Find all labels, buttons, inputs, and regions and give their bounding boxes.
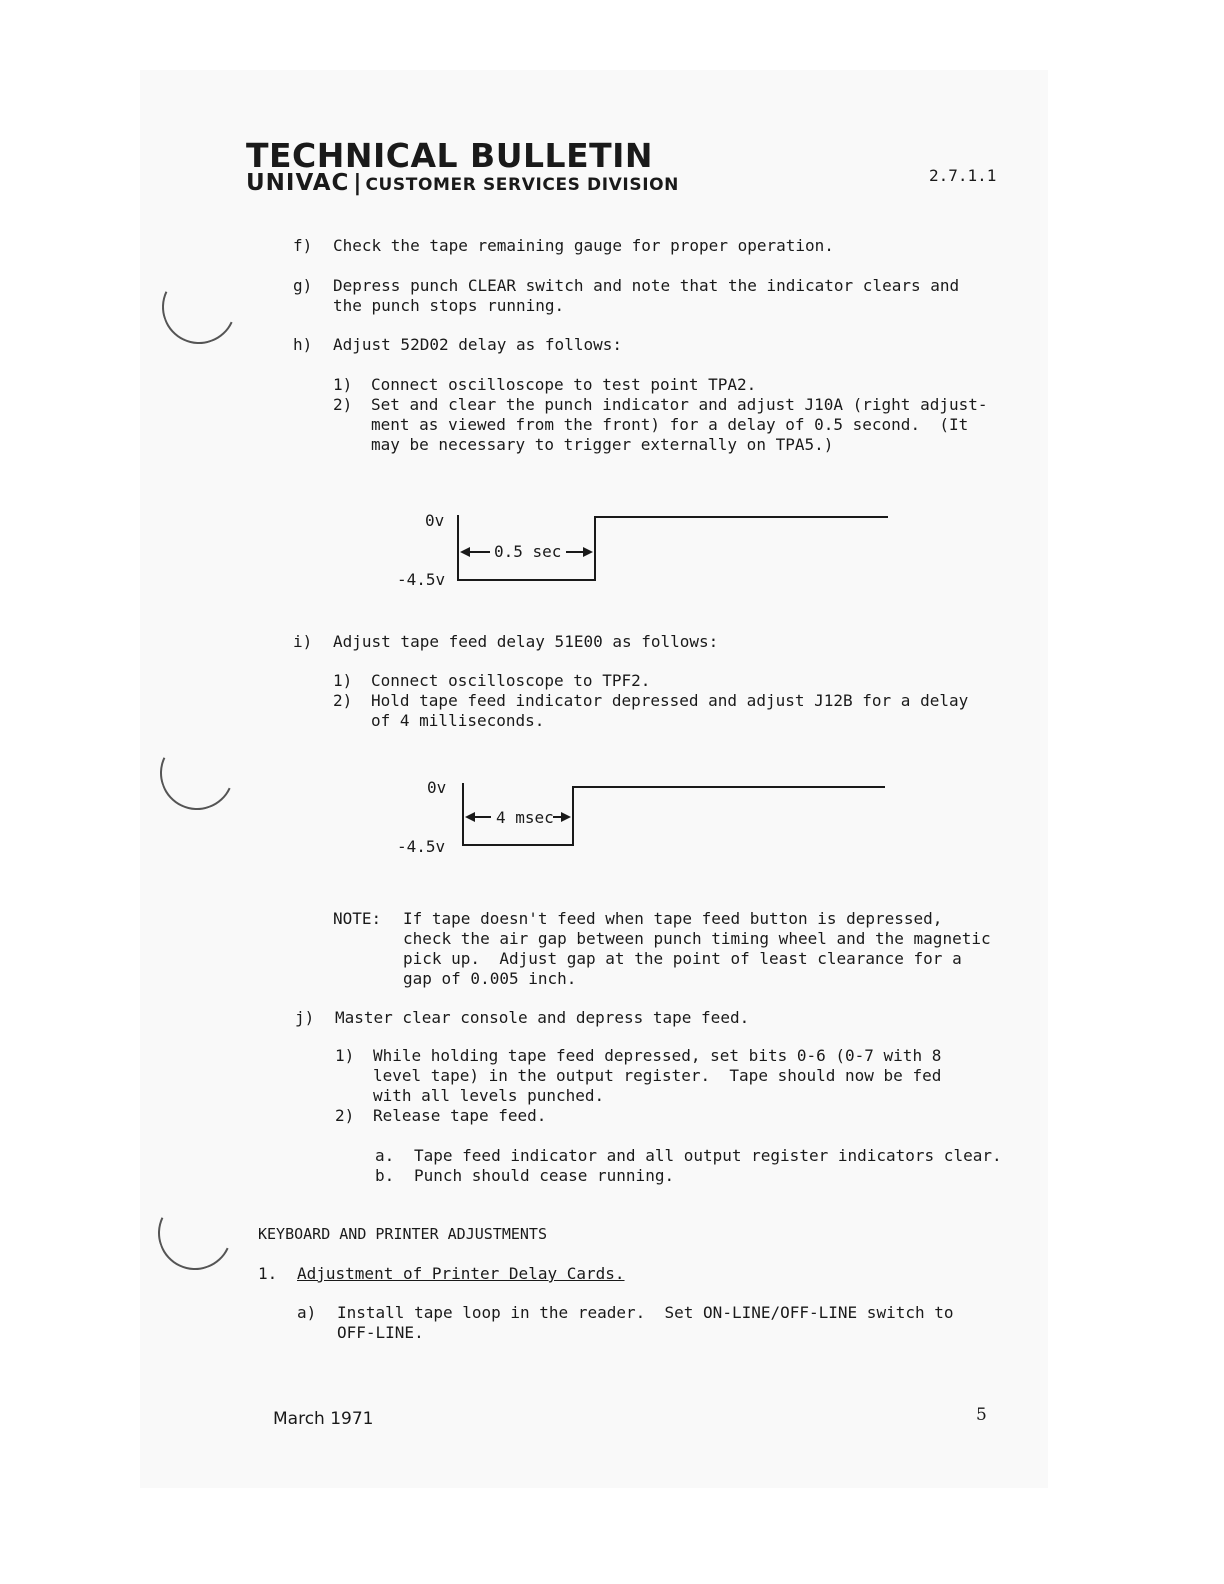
waveform-2-interval-label: 4 msec <box>496 808 554 827</box>
step-j-text: Master clear console and depress tape feed. <box>335 1008 750 1027</box>
bulletin-subheader <box>246 170 679 196</box>
step-h-sub2-text-1: Set and clear the punch indicator and adjust J10A (right adjust- <box>371 395 988 414</box>
section-heading: KEYBOARD AND PRINTER ADJUSTMENTS <box>258 1225 547 1243</box>
step-h-text: Adjust 52D02 delay as follows: <box>333 335 622 354</box>
section-item-1a-text-2: OFF-LINE. <box>337 1323 424 1342</box>
step-g-label: g) <box>293 276 313 295</box>
page-number: 5 <box>976 1405 987 1425</box>
step-h-label: h) <box>293 335 313 354</box>
step-h-sub2-text-2: ment as viewed from the front) for a delay of 0.5 second. (It <box>371 415 969 434</box>
waveform-1-interval-label: 0.5 sec <box>494 542 562 561</box>
note-text-3: pick up. Adjust gap at the point of least clearance for a <box>403 949 962 968</box>
waveform-2-low-label: -4.5v <box>397 837 446 856</box>
document-number: 2.7.1.1 <box>929 166 997 185</box>
section-item-1-number: 1. <box>258 1264 278 1283</box>
step-j-label: j) <box>295 1008 315 1027</box>
step-i-sub2-text-2: of 4 milliseconds. <box>371 711 545 730</box>
step-j-sub1-text-3: with all levels punched. <box>373 1086 605 1105</box>
header-separator: | <box>353 171 362 196</box>
waveform-1-arrow-right <box>583 547 593 557</box>
step-i-sub2-text-1: Hold tape feed indicator depressed and adjust J12B for a delay <box>371 691 969 710</box>
waveform-1-low-label: -4.5v <box>397 570 446 589</box>
waveform-2-arrow-right <box>561 812 571 822</box>
section-item-1a-label: a) <box>297 1303 317 1322</box>
section-item-1a-text-1: Install tape loop in the reader. Set ON-LINE/OFF-LINE switch to <box>337 1303 954 1322</box>
section-item-1-title: Adjustment of Printer Delay Cards. <box>297 1264 625 1283</box>
note-label: NOTE: <box>333 909 382 928</box>
step-i-label: i) <box>293 632 313 651</box>
step-i-sub1-text: Connect oscilloscope to TPF2. <box>371 671 651 690</box>
waveform-1-arrow-left <box>460 547 470 557</box>
division-name: CUSTOMER SERVICES DIVISION <box>365 175 680 195</box>
waveform-1-high-label: 0v <box>425 511 445 530</box>
step-i-sub2-label: 2) <box>333 691 353 710</box>
step-j-sub1-text-2: level tape) in the output register. Tape should now be fed <box>373 1066 942 1085</box>
footer-date: March 1971 <box>273 1409 374 1429</box>
note-text-4: gap of 0.005 inch. <box>403 969 577 988</box>
step-h-sub2-text-3: may be necessary to trigger externally on TPA5.) <box>371 435 834 454</box>
step-g-text-1: Depress punch CLEAR switch and note that the indicator clears and <box>333 276 960 295</box>
step-j-a-label: a. <box>375 1146 395 1165</box>
step-j-sub2-text: Release tape feed. <box>373 1106 547 1125</box>
note-text-1: If tape doesn't feed when tape feed button is depressed, <box>403 909 943 928</box>
step-f-text: Check the tape remaining gauge for proper operation. <box>333 236 834 255</box>
step-j-a-text: Tape feed indicator and all output register indicators clear. <box>414 1146 1002 1165</box>
step-i-text: Adjust tape feed delay 51E00 as follows: <box>333 632 719 651</box>
step-j-b-text: Punch should cease running. <box>414 1166 675 1185</box>
step-h-sub2-label: 2) <box>333 395 353 414</box>
bulletin-title: TECHNICAL BULLETIN <box>246 136 654 175</box>
univac-logo: UNIVAC <box>246 170 350 196</box>
waveform-2-high-label: 0v <box>427 778 447 797</box>
step-j-sub1-text-1: While holding tape feed depressed, set bits 0-6 (0-7 with 8 <box>373 1046 942 1065</box>
step-i-sub1-label: 1) <box>333 671 353 690</box>
note-text-2: check the air gap between punch timing wheel and the magnetic <box>403 929 991 948</box>
step-j-sub1-label: 1) <box>335 1046 355 1065</box>
step-g-text-2: the punch stops running. <box>333 296 565 315</box>
step-j-sub2-label: 2) <box>335 1106 355 1125</box>
step-f-label: f) <box>293 236 313 255</box>
waveform-2-arrow-left <box>465 812 475 822</box>
step-j-b-label: b. <box>375 1166 395 1185</box>
step-h-sub1-text: Connect oscilloscope to test point TPA2. <box>371 375 757 394</box>
step-h-sub1-label: 1) <box>333 375 353 394</box>
